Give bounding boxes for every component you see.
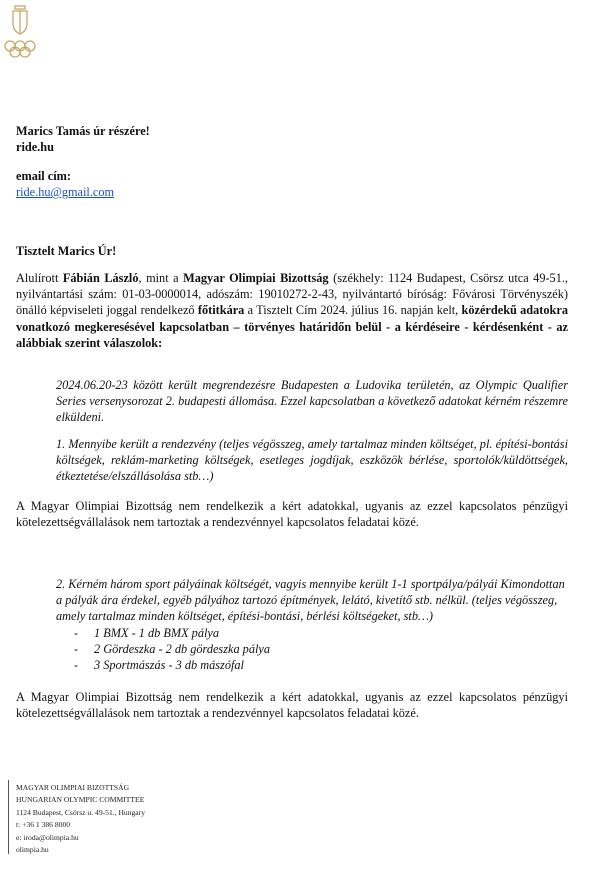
recipient-org: ride.hu (16, 140, 54, 155)
intro-text-2: , mint a (138, 271, 184, 285)
intro-text-1: Alulírott (16, 271, 63, 285)
intro-text-4: a Tisztelt Cím 2024. július 16. napján kelt, (244, 303, 462, 318)
email-label: email cím: (16, 169, 71, 183)
intro-bold-tail: közérdekű adatokra vonatkozó megkeresésével kapcsolatban – törvényes határidőn belül - a kérdéseire - kérdésenként - az alábbiak szerint válaszolok: (16, 303, 568, 350)
recipient-name: Marics Tamás úr részére! (16, 124, 150, 138)
question-1: 1. Mennyibe került a rendezvény (teljes végösszeg, amely tartalmaz minden költséget, pl. építési-bontási költségek, reklám-marketing költségek, esetleges jogdíjak, eszközök bérlése, sportolók/küldöttségek, étkeztetése/elszállásolása stb…) (56, 437, 568, 484)
signer-role: főtitkára (197, 303, 245, 318)
question-2-text: 2. Kérném három sport pályáinak költségét, vagyis mennyibe került 1-1 sportpálya/pályái Kimondottan a pályák ára érdekel, egyéb pályához tartozó építmények, lelátó, kivetítő stb. nélkül. (teljes végösszeg, amely tartalmaz minden költséget, építési-bontási, bérlési költségeket, stb…) (56, 577, 565, 624)
list-item: - 3 Sportmászás - 3 db mászófal (74, 658, 244, 673)
signer-name: Fábián László (62, 271, 139, 285)
olympic-committee-logo (2, 2, 38, 62)
footer-org-en: HUNGARIAN OLYMPIC COMMITTEE (16, 795, 145, 805)
footer-phone: t: +36 1 386 8000 (16, 820, 71, 830)
org-name: Magyar Olimpiai Bizottság (183, 271, 329, 285)
recipient-block (16, 123, 568, 155)
intro-paragraph (16, 270, 568, 351)
footer-web[interactable]: olimpia.hu (16, 845, 49, 855)
question-2 (56, 576, 568, 673)
email-block (16, 168, 568, 200)
answer-2: A Magyar Olimpiai Bizottság nem rendelkezik a kért adatokkal, ugyanis az ezzel kapcsolatos pénzügyi kötelezettségvállalások nem tartoztak a rendezvénnyel kapcsolatos feladatai közé. (16, 690, 568, 721)
list-item: - 1 BMX - 1 db BMX pálya (74, 625, 219, 640)
salutation: Tisztelt Marics Úr! (16, 244, 117, 258)
answer-1: A Magyar Olimpiai Bizottság nem rendelkezik a kért adatokkal, ugyanis az ezzel kapcsolatos pénzügyi kötelezettségvállalások nem tartoztak a rendezvénnyel kapcsolatos feladatai közé. (16, 499, 568, 530)
list-item: - 2 Gördeszka - 2 db gördeszka pálya (74, 641, 271, 656)
footer (16, 782, 145, 856)
footer-address: 1124 Budapest, Csörsz u. 49-51., Hungary (16, 807, 146, 817)
footer-org-hu: MAGYAR OLIMPIAI BIZOTTSÁG (16, 783, 130, 792)
email-link[interactable]: ride.hu@gmail.com (16, 185, 115, 200)
footer-email[interactable]: e: iroda@olimpia.hu (16, 832, 79, 842)
question-2-list (56, 625, 568, 674)
footer-divider (8, 780, 9, 854)
quote-request: 2024.06.20-23 között került megrendezésre Budapesten a Ludovika területén, az Olympic Qualifier Series versenysorozat 2. budapesti állomása. Ezzel kapcsolatban a következő adatokat kérném részemre elküldeni. (56, 378, 568, 425)
intro-text-3: (székhely: 1124 Budapest, Csörsz utca 49-51., nyilvántartási szám: 01-03-0000014, adószám: 19010272-2-43, nyilvántartó bíróság: Fővárosi Törvényszék) önálló képviseleti joggal rendelkező (16, 271, 569, 318)
